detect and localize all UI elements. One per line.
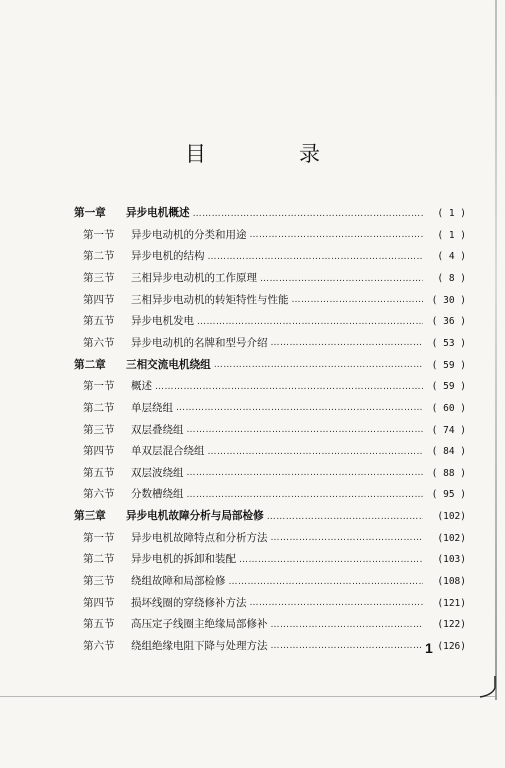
dot-leader: [239, 556, 423, 565]
section-page: ( 95 ): [431, 489, 466, 501]
section-title: 损坏线圈的穿绕修补方法: [131, 596, 247, 609]
chapter-page: ( 1 ): [437, 208, 466, 220]
page-bottom-edge: [0, 696, 495, 697]
section-title: 高压定子线圈主绝缘局部修补: [131, 618, 268, 631]
chapter-page: ( 59 ): [431, 359, 466, 371]
toc-section-row[interactable]: [74, 219, 466, 241]
toc-section-row[interactable]: [74, 240, 466, 262]
section-page: ( 60 ): [431, 402, 466, 414]
dot-leader: [271, 339, 424, 348]
section-title: 异步电机的结构: [131, 250, 205, 263]
toc-section-row[interactable]: [74, 413, 466, 435]
section-title: 分数槽绕组: [131, 488, 184, 501]
dot-leader: [155, 383, 423, 392]
section-number: 第二节: [83, 553, 115, 566]
dot-leader: [292, 296, 424, 305]
dot-leader: [187, 491, 424, 500]
dot-leader: [176, 404, 423, 413]
dot-leader: [260, 275, 423, 284]
section-page: ( 1 ): [437, 229, 466, 241]
toc-section-row[interactable]: [74, 608, 466, 630]
chapter-title: 异步电机故障分析与局部检修: [126, 510, 264, 523]
section-number: 第一节: [83, 531, 115, 544]
section-number: 第五节: [83, 315, 115, 328]
section-title: 单双层混合绕组: [131, 445, 205, 458]
chapter-title: 异步电机概述: [126, 207, 190, 220]
section-title: 双层波绕组: [131, 466, 184, 479]
section-number: 第五节: [83, 618, 115, 631]
toc-section-row[interactable]: [74, 630, 466, 652]
toc-section-row[interactable]: [74, 392, 466, 414]
toc-section-row[interactable]: [74, 478, 466, 500]
section-title: 单层绕组: [131, 401, 173, 414]
section-page: (122): [437, 619, 466, 631]
section-title: 异步电机的拆卸和装配: [131, 553, 236, 566]
page-corner-curl: [478, 676, 496, 698]
dot-leader: [187, 469, 424, 478]
chapter-number: 第三章: [74, 510, 106, 523]
section-number: 第三节: [83, 423, 115, 436]
section-number: 第六节: [83, 488, 115, 501]
page-number: 1: [425, 640, 433, 656]
section-number: 第一节: [83, 228, 115, 241]
section-title: 三相异步电动机的转矩特性与性能: [131, 293, 289, 306]
section-number: 第五节: [83, 466, 115, 479]
dot-leader: [271, 642, 424, 651]
section-title: 异步电机故障特点和分析方法: [131, 531, 268, 544]
section-title: 绕组绝缘电阻下降与处理方法: [131, 639, 268, 652]
section-title: 异步电动机的名牌和型号介绍: [131, 336, 268, 349]
dot-leader: [250, 231, 424, 240]
toc-section-row[interactable]: [74, 522, 466, 544]
section-number: 第一节: [83, 380, 115, 393]
dot-leader: [197, 318, 423, 327]
section-title: 三相异步电动机的工作原理: [131, 272, 257, 285]
section-number: 第四节: [83, 293, 115, 306]
section-number: 第三节: [83, 575, 115, 588]
section-page: ( 36 ): [431, 316, 466, 328]
dot-leader: [208, 253, 424, 262]
section-page: ( 84 ): [431, 446, 466, 458]
toc-section-row[interactable]: [74, 457, 466, 479]
toc-section-row[interactable]: [74, 327, 466, 349]
toc-section-row[interactable]: [74, 435, 466, 457]
toc-section-row[interactable]: [74, 565, 466, 587]
dot-leader: [271, 621, 424, 630]
toc-section-row[interactable]: [74, 370, 466, 392]
chapter-title: 三相交流电机绕组: [126, 358, 211, 371]
section-title: 概述: [131, 380, 152, 393]
section-title: 绕组故障和局部检修: [131, 575, 226, 588]
toc-section-row[interactable]: [74, 543, 466, 565]
section-page: ( 74 ): [431, 424, 466, 436]
section-number: 第六节: [83, 336, 115, 349]
toc-section-row[interactable]: [74, 262, 466, 284]
dot-leader: [193, 210, 423, 219]
dot-leader: [271, 534, 424, 543]
section-number: 第六节: [83, 639, 115, 652]
section-page: ( 4 ): [437, 251, 466, 263]
section-page: (102): [437, 532, 466, 544]
dot-leader: [187, 426, 424, 435]
dot-leader: [250, 599, 424, 608]
section-title: 双层叠绕组: [131, 423, 184, 436]
toc-chapter-row[interactable]: [74, 500, 466, 522]
table-of-contents: [74, 197, 466, 651]
page-title: 目 录: [185, 142, 356, 166]
section-title: 异步电动机的分类和用途: [131, 228, 247, 241]
toc-chapter-row[interactable]: [74, 348, 466, 370]
section-page: (121): [437, 597, 466, 609]
section-number: 第三节: [83, 272, 115, 285]
page-right-edge: [495, 0, 497, 700]
toc-section-row[interactable]: [74, 587, 466, 609]
toc-section-row[interactable]: [74, 284, 466, 306]
section-page: ( 88 ): [431, 467, 466, 479]
section-number: 第四节: [83, 445, 115, 458]
section-page: ( 8 ): [437, 273, 466, 285]
dot-leader: [267, 513, 423, 522]
section-title: 异步电机发电: [131, 315, 194, 328]
dot-leader: [229, 578, 424, 587]
chapter-number: 第一章: [74, 207, 106, 220]
section-page: (108): [437, 576, 466, 588]
chapter-number: 第二章: [74, 358, 106, 371]
chapter-page: (102): [437, 511, 466, 523]
section-page: ( 59 ): [431, 381, 466, 393]
section-number: 第四节: [83, 596, 115, 609]
toc-section-row[interactable]: [74, 305, 466, 327]
toc-chapter-row[interactable]: [74, 197, 466, 219]
section-page: ( 53 ): [431, 337, 466, 349]
section-page: ( 30 ): [431, 294, 466, 306]
section-page: (126): [437, 640, 466, 652]
section-number: 第二节: [83, 250, 115, 263]
dot-leader: [214, 361, 423, 370]
section-page: (103): [437, 554, 466, 566]
section-number: 第二节: [83, 401, 115, 414]
dot-leader: [208, 448, 424, 457]
